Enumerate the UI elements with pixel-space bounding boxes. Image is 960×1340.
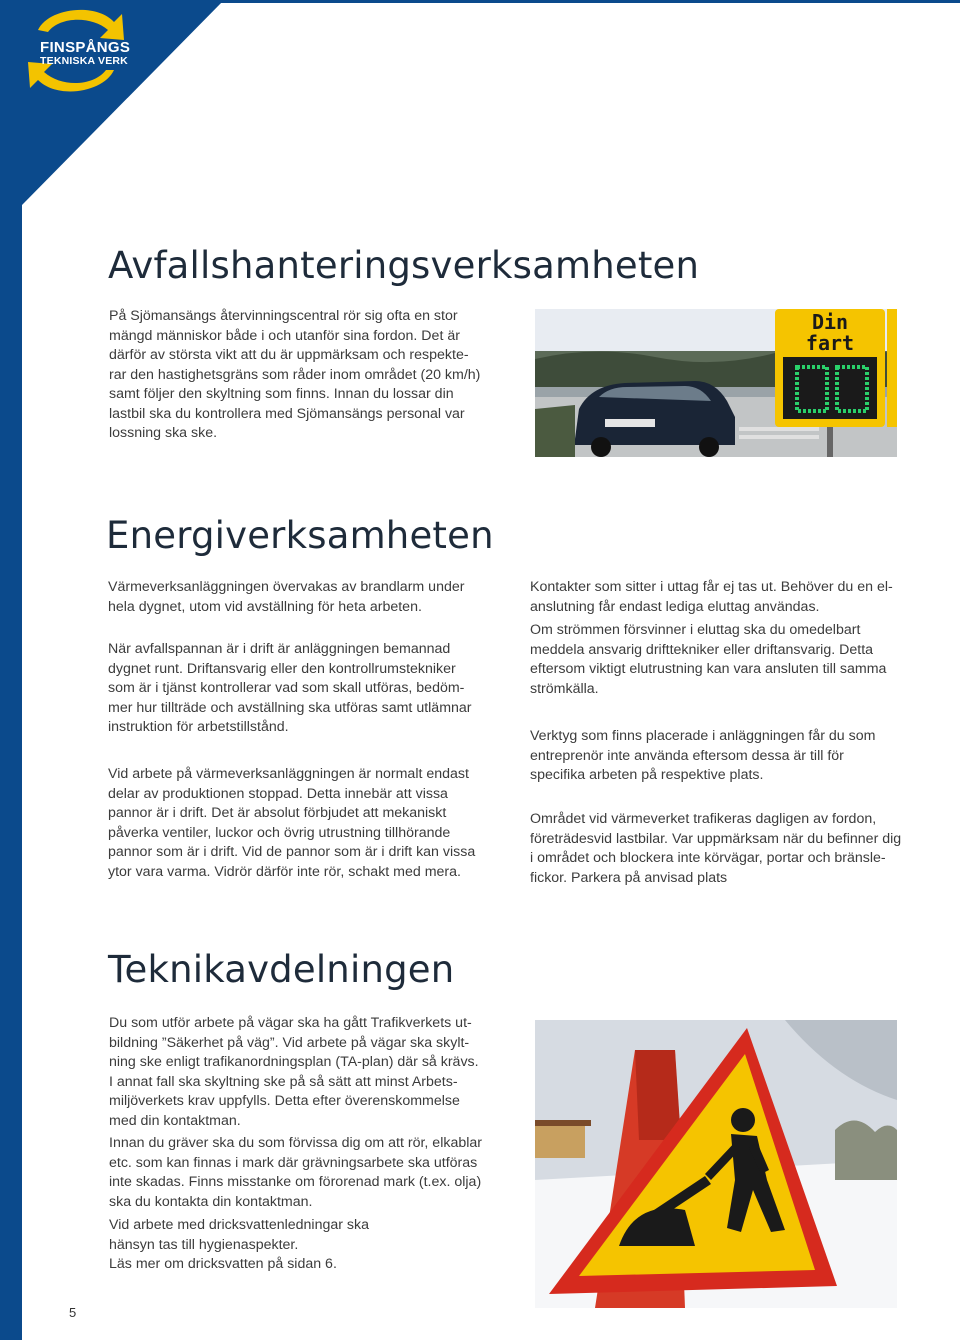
text-line: ytor vara varma. Vidrör därför inte rör, schakt med mera. <box>108 863 461 880</box>
text-line: med din kontaktman. <box>109 1112 241 1129</box>
text-line: bildning ”Säkerhet på väg”. Vid arbete på vägar ska skylt- <box>109 1034 470 1051</box>
text-line: rar den hastighetsgräns som råder inom området (20 km/h) <box>109 366 481 383</box>
text-line: Du som utför arbete på vägar ska ha gått Trafikverkets ut- <box>109 1015 472 1031</box>
text-line: I annat fall ska skyltning ske på så sätt att minst Arbets- <box>109 1073 458 1090</box>
text-line: På Sjömansängs återvinningscentral rör sig ofta en stor <box>109 308 458 324</box>
text-line: lastbil ska du kontrollera med Sjömansängs personal var <box>109 405 465 422</box>
text-line: företrädesvid lastbilar. Var uppmärksam när du befinner dig <box>530 830 902 847</box>
energi-right-paragraph-3 <box>530 727 930 786</box>
company-logo <box>18 4 138 100</box>
energi-left-paragraph-1 <box>108 578 508 617</box>
text-line: instruktion för arbetstillstånd. <box>108 719 289 735</box>
text-line: hänsyn tas till hygienaspekter. <box>109 1236 299 1253</box>
teknik-paragraph-3 <box>109 1216 509 1275</box>
logo-line-2: TEKNISKA VERK <box>40 55 128 67</box>
text-line: miljöverkets krav uppfylls. Detta efter överenskommelse <box>109 1093 460 1109</box>
text-line: som är i tjänst kontrollerar vad som skall utföras, bedöm- <box>108 680 465 696</box>
heading-avfall: Avfallshanteringsverksamheten <box>108 244 700 287</box>
text-line: lossning ska ske. <box>109 425 218 441</box>
heading-teknik: Teknikavdelningen <box>108 948 455 991</box>
text-line: pannor som är i drift. Vid de pannor som är i drift kan vissa <box>108 844 476 860</box>
text-line: dygnet runt. Driftansvarig eller den kontrollrumstekniker <box>108 660 456 677</box>
text-line: strömkälla. <box>530 680 599 697</box>
text-line: mängd människor både i och utanför sina fordon. Det är <box>109 327 460 344</box>
energi-left-paragraph-3 <box>108 765 508 882</box>
text-line: pannor är i drift. Det är absolut förbjudet att mekaniskt <box>108 805 447 821</box>
text-line: samt följer den skyltning som finns. Innan du lossar din <box>109 386 454 402</box>
text-line: inte skadas. Finns misstanke om förorenad mark (t.ex. olja) <box>109 1174 482 1190</box>
speed-sign-photo <box>535 309 897 457</box>
text-line: eftersom viktigt elutrustning kan vara ansluten till samma <box>530 661 887 677</box>
text-line: ning ske enligt trafikanordningsplan (TA-plan) där så krävs. <box>109 1054 479 1070</box>
text-line: därför av största vikt att du är uppmärksam och respekte- <box>109 347 469 363</box>
text-line: i området och blockera inte körvägar, portar och bränsle- <box>530 850 886 866</box>
heading-energi: Energiverksamheten <box>106 514 494 557</box>
text-line: Vid arbete med dricksvattenledningar ska <box>109 1217 369 1233</box>
energi-right-paragraph-2 <box>530 621 930 699</box>
text-line: Om strömmen försvinner i eluttag ska du omedelbart <box>530 622 861 638</box>
page-number: 5 <box>69 1305 77 1320</box>
text-line: fickor. Parkera på anvisad plats <box>530 869 728 886</box>
text-line: Innan du gräver ska du som förvissa dig om att rör, elkablar <box>109 1135 482 1151</box>
text-line: påverka ventiler, luckor och övrig utrustning tillhörande <box>108 824 451 841</box>
logo-line-1: FINSPÅNGS <box>40 39 131 56</box>
roadwork-sign-photo <box>535 1020 897 1308</box>
text-line: specifika arbeten på respektive plats. <box>530 767 764 783</box>
energi-right-paragraph-1 <box>530 578 930 617</box>
text-line: Verktyg som finns placerade i anläggningen får du som <box>530 728 876 744</box>
text-line: hela dygnet, utom vid avställning för heta arbeten. <box>108 598 422 615</box>
sign-text-din: Din <box>811 310 849 334</box>
teknik-paragraph-1 <box>109 1014 509 1131</box>
text-line: entreprenör inte använda eftersom dessa är till för <box>530 747 844 764</box>
text-line: mer hur tillträde och avställning ska utföras samt utlämnar <box>108 699 472 716</box>
text-line: etc. som kan finnas i mark där grävningsarbete ska utföras <box>109 1154 478 1171</box>
energi-right-paragraph-4 <box>530 810 930 888</box>
teknik-paragraph-2 <box>109 1134 509 1212</box>
text-line: ska du kontakta din kontaktman. <box>109 1193 313 1210</box>
text-line: Kontakter som sitter i uttag får ej tas ut. Behöver du en el- <box>530 579 893 595</box>
text-line: När avfallspannan är i drift är anläggningen bemannad <box>108 641 451 657</box>
text-line: Läs mer om dricksvatten på sidan 6. <box>109 1256 337 1272</box>
sign-text-fart: fart <box>805 331 855 355</box>
text-line: delar av produktionen stoppad. Detta innebär att vissa <box>108 785 448 802</box>
logo-wordmark <box>40 40 130 67</box>
text-line: meddela ansvarig drifttekniker eller driftansvarig. Detta <box>530 641 874 658</box>
text-line: anslutning får endast lediga eluttag användas. <box>530 598 820 615</box>
avfall-paragraph <box>109 307 529 444</box>
text-line: Värmeverksanläggningen övervakas av brandlarm under <box>108 579 465 595</box>
text-line: Vid arbete på värmeverksanläggningen är normalt endast <box>108 766 469 782</box>
text-line: Området vid värmeverket trafikeras dagligen av fordon, <box>530 811 877 827</box>
energi-left-paragraph-2 <box>108 640 508 738</box>
